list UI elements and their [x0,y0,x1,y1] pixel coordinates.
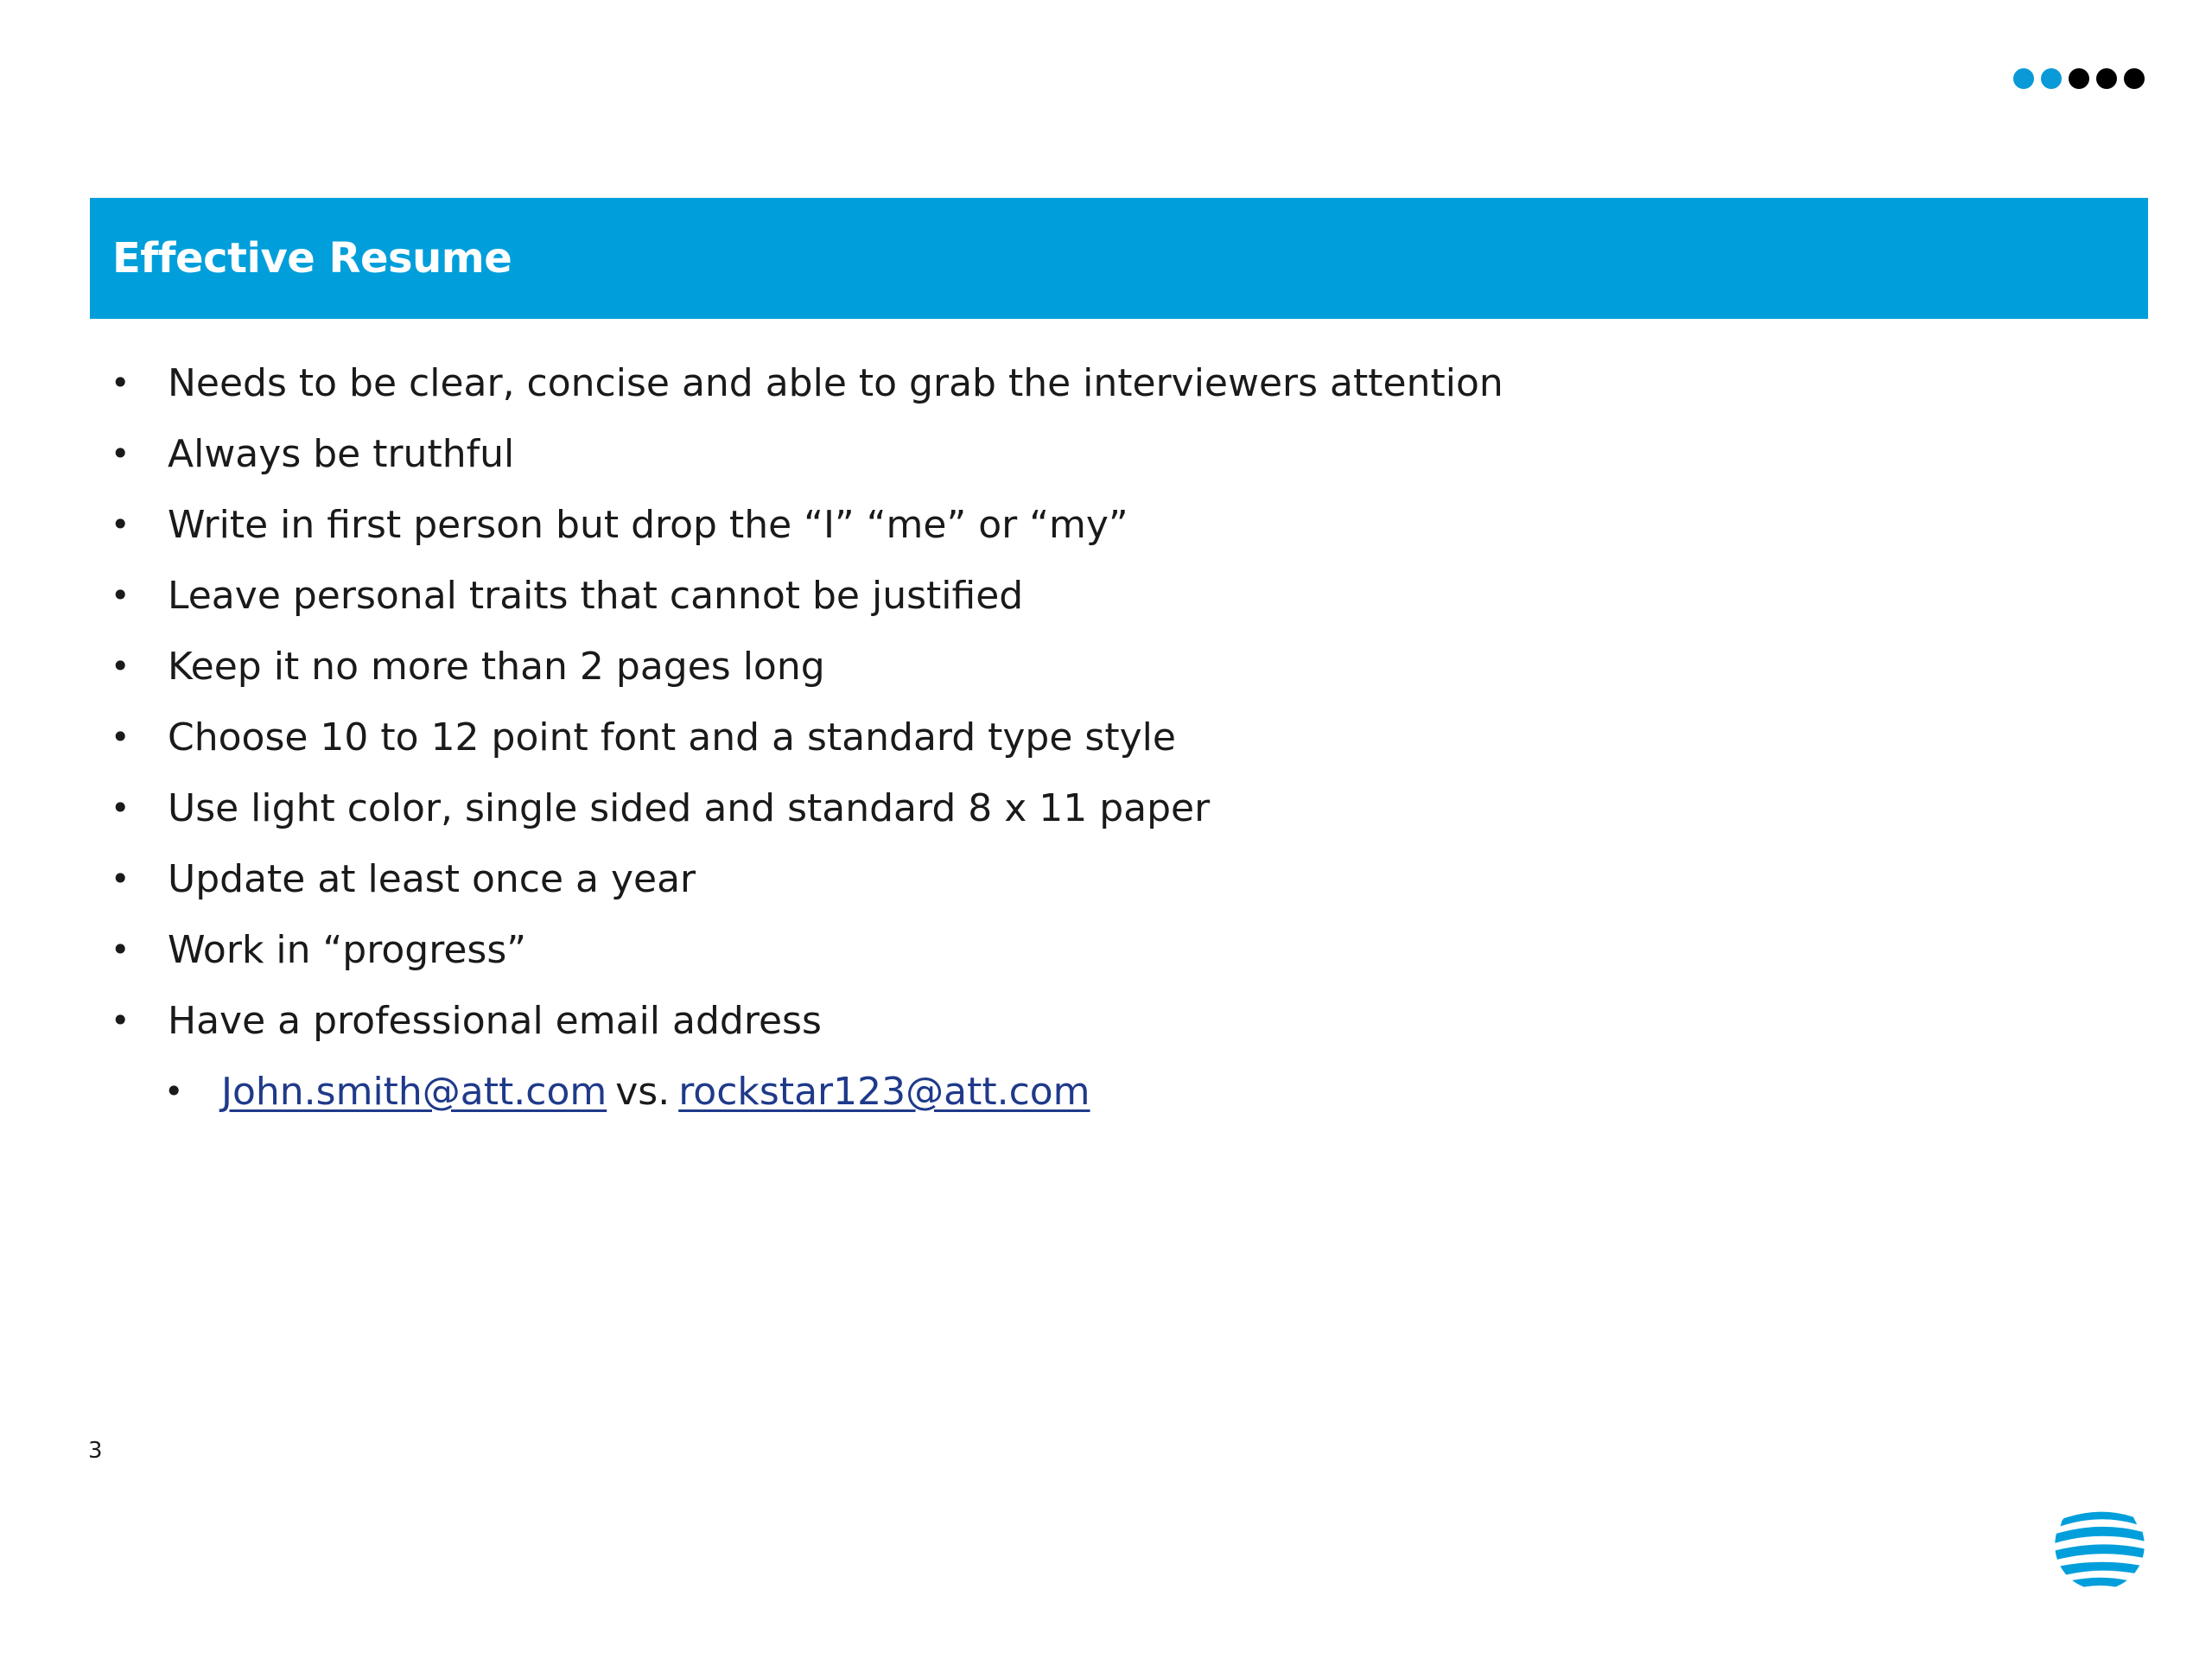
bullet-item [111,702,2098,772]
att-globe-icon [2053,1498,2146,1592]
bullet-glyph: • [111,718,130,756]
bullet-glyph: • [164,1072,184,1110]
progress-dot-icon [2069,68,2089,89]
slide-title: Effective Resume [112,234,512,283]
bullet-text: Use light color, single sided and standard 8 x 11 paper [168,785,1211,830]
title-banner [90,198,2148,319]
bullet-item [111,985,2098,1056]
bullet-glyph: • [111,364,130,402]
progress-dot-icon [2124,68,2145,89]
bullet-text: Keep it no more than 2 pages long [168,644,825,689]
vs-separator: vs. [615,1069,671,1114]
bullet-item [111,489,2098,560]
bullet-item [111,772,2098,843]
bullet-glyph: • [111,576,130,614]
bullet-text: Have a professional email address [168,998,822,1043]
bullet-text: Needs to be clear, concise and able to grab the interviewers attention [168,360,1503,405]
progress-dot-icon [2013,68,2034,89]
bullet-item [111,347,2098,418]
bullet-text: Choose 10 to 12 point font and a standard type style [168,715,1176,760]
bullet-glyph: • [111,931,130,969]
bullet-item [111,560,2098,631]
bullet-glyph: • [111,647,130,685]
bullet-glyph: • [111,505,130,543]
bullet-glyph: • [111,860,130,898]
page-number: 3 [88,1438,103,1464]
bullet-glyph: • [111,1001,130,1039]
bullet-text: Always be truthful [168,431,515,476]
bullet-text: Work in “progress” [168,927,527,972]
progress-dot-icon [2096,68,2117,89]
bullet-glyph: • [111,435,130,473]
bullet-item [111,418,2098,489]
bullet-text: Leave personal traits that cannot be justified [168,573,1024,618]
bullet-text: Write in first person but drop the “I” “me” or “my” [168,502,1128,547]
bullet-list [111,347,2098,1127]
email-link-bad[interactable]: rockstar123@att.com [678,1069,1090,1114]
bullet-item [111,914,2098,985]
progress-dot-icon [2041,68,2062,89]
email-link-good[interactable]: John.smith@att.com [221,1069,607,1114]
progress-dots [2013,68,2145,89]
bullet-item [111,843,2098,914]
bullet-glyph: • [111,789,130,827]
sub-bullet-item [111,1056,2098,1127]
bullet-text: Update at least once a year [168,856,696,901]
bullet-item [111,631,2098,702]
